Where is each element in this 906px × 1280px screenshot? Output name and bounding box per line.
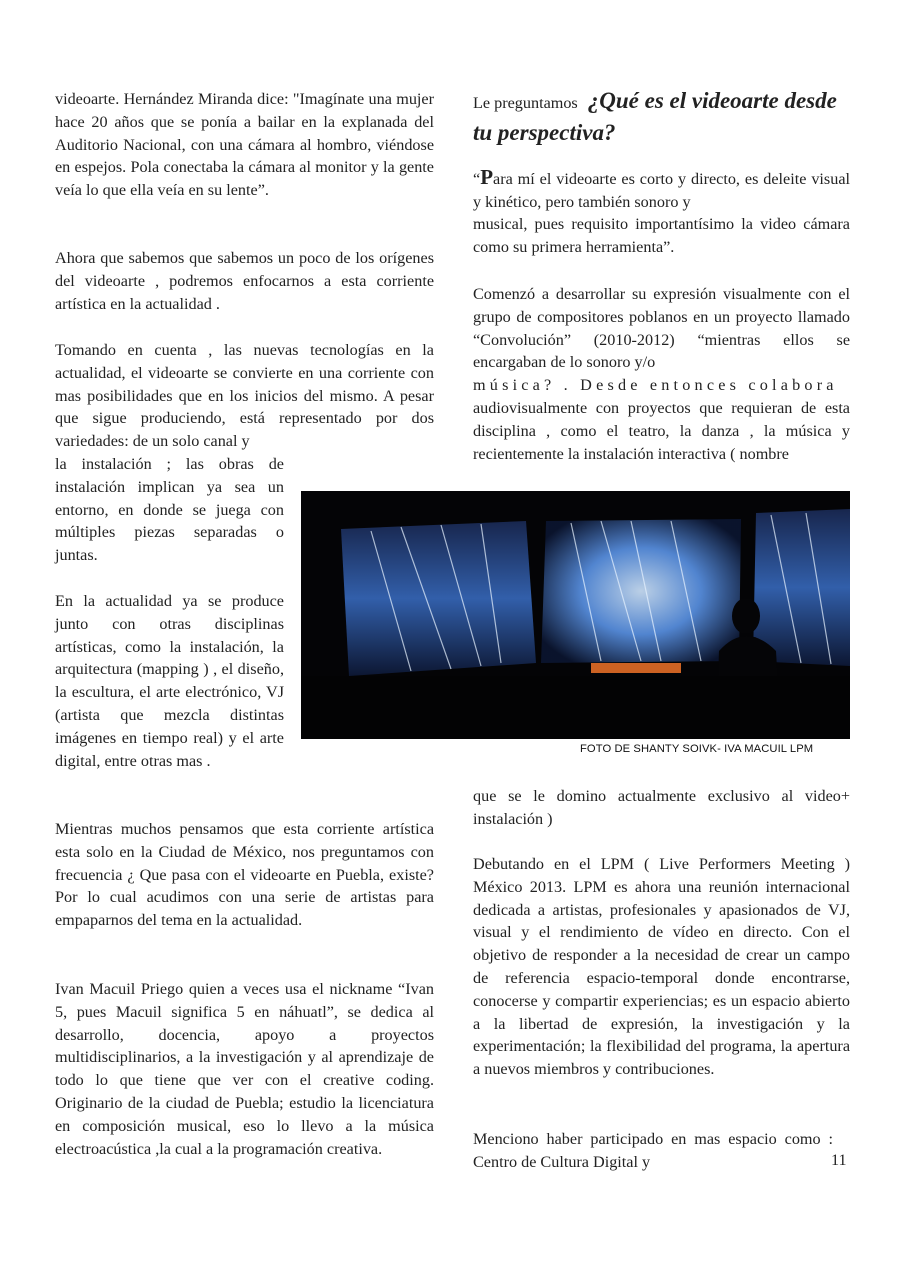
paragraph-new-technologies: Tomando en cuenta , las nuevas tecnologías en la actualidad, el videoarte se convierte en una corriente con mas posibilidades que en los inicios del mismo. A pesar que sigue produciendo, está representado por dos variedades: de un solo canal y xyxy=(55,341,434,451)
projection-screen-center xyxy=(541,519,741,663)
paragraph-lpm: Debutando en el LPM ( Live Performers Meeting ) México 2013. LPM es ahora una reunión internacional dedicada a artistas, profesionales y apasionados de VJ, visual y el rendimiento de vídeo en directo. Con el objetivo de responder a la necesidad de crear un campo de referencia espacio-temporal donde encontrarse, conocerse y compartir experiencias; es un espacio abierto a la libertad de expresión, la investigación y la experimentación; la flexibilidad del programa, la apertura a nuevos miembros y contribuciones. xyxy=(473,855,850,1079)
projection-screen-right xyxy=(753,509,850,666)
answer-open-quote: “ xyxy=(473,170,481,188)
paragraph-ivan-macuil: Ivan Macuil Priego quien a veces usa el nickname “Ivan 5, pues Macuil significa 5 en náhuatl”, se dedica al desarrollo, docencia, apoyo a proyectos multidisciplinarios, a la investigación y al aprendizaje de todo lo que tiene que ver con el creative coding. Originario de la ciudad de Puebla; estudio la licenciatura en composición musical, eso lo llevo a la música electroacústica ,la cual a la programación creativa. xyxy=(55,980,434,1158)
paragraph-origins: Ahora que sabemos que sabemos un poco de los orígenes del videoarte , podremos enfocarnos a esta corriente artística en la actualidad . xyxy=(55,249,434,313)
performance-photo xyxy=(301,491,850,739)
question-title: ¿Qué es el videoarte desde tu perspectiva? xyxy=(473,88,837,145)
paragraph-hernandez-quote: videoarte. Hernández Miranda dice: "Imagínate una mujer hace 20 años que se ponía a bailar en la explanada del Auditorio Nacional, con una cámara al hombro, viéndose en espejos. Pola conectaba la cámara al monitor y la gente veía lo que ella veía en su lente”. xyxy=(55,90,434,200)
page-number: 11 xyxy=(831,1151,847,1169)
interview-question-heading xyxy=(473,86,850,150)
paragraph-answer-continued: musical, pues requisito importantísimo la video cámara como su primera herramienta”. xyxy=(473,215,850,256)
answer-text: ara mí el videoarte es corto y directo, es deleite visual y kinético, pero también sonoro y xyxy=(473,170,850,211)
paragraph-current-disciplines: En la actualidad ya se produce junto con otras disciplinas artísticas, como la instalación, la arquitectura (mapping ) , el diseño, la escultura, el arte electrónico, VJ (artista que mezcla distintas imágenes en tiempo real) y el arte digital, entre otras mas . xyxy=(55,592,284,770)
paragraph-convolucion-a: Comenzó a desarrollar su expresión visualmente con el grupo de compositores poblanos en un proyecto llamado “Convolución” (2010-2012) “mientras ellos se encargaban de lo sonoro y/o xyxy=(473,285,850,372)
three-projection-screens-icon xyxy=(301,491,850,739)
paragraph-puebla-question: Mientras muchos pensamos que esta corriente artística esta solo en la Ciudad de México, nos preguntamos con frecuencia ¿ Que pasa con el videoarte en Puebla, existe? Por lo cual acudimos con una serie de artistas para empaparnos del tema en la actualidad. xyxy=(55,820,434,930)
answer-dropcap: P xyxy=(480,165,494,189)
paragraph-convolucion-spaced: música? . Desde entonces colabora xyxy=(473,376,838,394)
paragraph-spaces: Menciono haber participado en mas espacio como : Centro de Cultura Digital y xyxy=(473,1130,833,1171)
paragraph-video-installation: que se le domino actualmente exclusivo al video+ instalación ) xyxy=(473,787,850,828)
question-prefix: Le preguntamos xyxy=(473,94,578,112)
projection-screen-left xyxy=(341,521,536,676)
photo-caption: FOTO DE SHANTY SOIVK- IVA MACUIL LPM xyxy=(580,743,814,755)
paragraph-answer xyxy=(473,166,850,214)
paragraph-installation: la instalación ; las obras de instalación implican ya sea un entorno, en donde se juega con múltiples piezas separadas o juntas. xyxy=(55,455,284,565)
paragraph-convolucion-b: audiovisualmente con proyectos que requieran de esta disciplina , como el teatro, la danza , la música y recientemente la instalación interactiva ( nombre xyxy=(473,399,850,463)
